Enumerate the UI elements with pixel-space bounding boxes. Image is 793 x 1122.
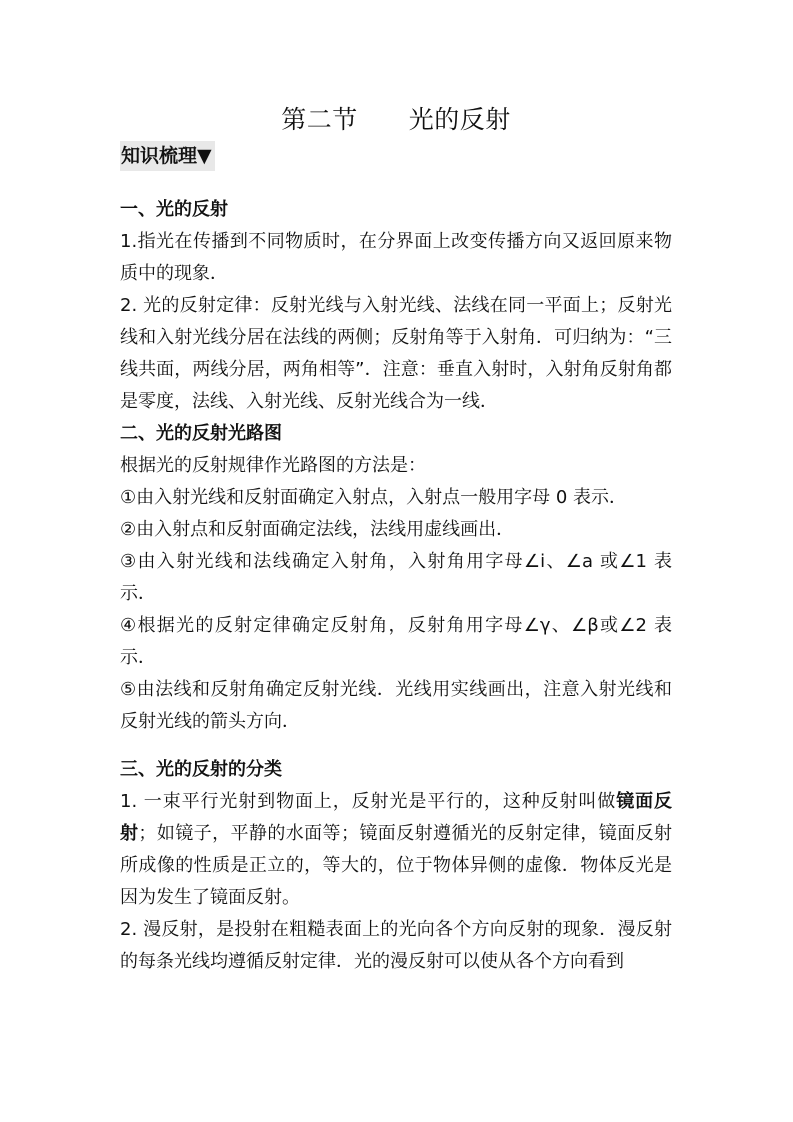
diffuse-paragraph: 2. 漫反射，是投射在粗糙表面上的光向各个方向反射的现象．漫反射的每条光线均遵循反射定律．光的漫反射可以使从各个方向看到 (120, 919, 672, 972)
law-paragraph: 2. 光的反射定律：反射光线与入射光线、法线在同一平面上；反射光线和入射光线分居在法线的两侧；反射角等于入射角．可归纳为：“三线共面，两线分居，两角相等”．注意：垂直入射时，入射角反射角都是零度，法线、入射光线、反射光线合为一线． (120, 295, 672, 412)
paragraph-text: ；如镜子，平静的水面等；镜面反射遵循光的反射定律，镜面反射所成像的性质是正立的，等大的，位于物体异侧的虚像．物体反光是因为发生了镜面反射。 (120, 823, 673, 908)
section-classification (120, 754, 672, 978)
definition-paragraph: 1.指光在传播到不同物质时，在分界面上改变传播方向又返回原来物质中的现象． (120, 231, 672, 284)
section-heading: 一、光的反射 (120, 199, 228, 220)
section-ray-diagram (120, 418, 672, 738)
specular-paragraph (120, 786, 672, 914)
knowledge-summary-label: 知识梳理▼ (120, 141, 215, 171)
step-item: ③由入射光线和法线确定入射角，入射角用字母∠i、∠a 或∠1 表示． (120, 551, 672, 604)
step-item: ⑤由法线和反射角确定反射光线．光线用实线画出，注意入射光线和反射光线的箭头方向． (120, 679, 672, 732)
step-item: ②由入射点和反射面确定法线，法线用虚线画出． (120, 519, 515, 540)
step-item: ④根据光的反射定律确定反射角，反射角用字母∠γ、∠β或∠2 表示． (120, 615, 672, 668)
bold-term: 镜面反射 (120, 791, 672, 844)
intro-paragraph: 根据光的反射规律作光路图的方法是： (120, 455, 426, 476)
paragraph-text: 1. 一束平行光射到物面上，反射光是平行的，这种反射叫做 (120, 791, 617, 812)
page-title: 第二节 光的反射 (281, 105, 511, 134)
step-item: ①由入射光线和反射面确定入射点，入射点一般用字母 0 表示． (120, 487, 628, 508)
section-heading: 三、光的反射的分类 (120, 759, 282, 780)
section-reflection (120, 194, 672, 418)
section-heading: 二、光的反射光路图 (120, 423, 282, 444)
